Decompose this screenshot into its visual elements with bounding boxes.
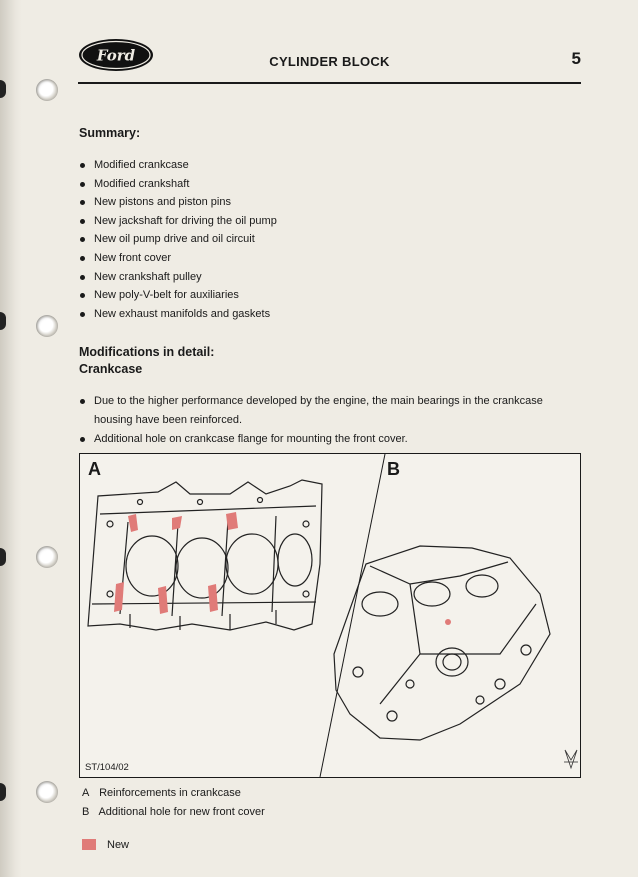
summary-item: New front cover — [79, 249, 277, 268]
caption-b-text: Additional hole for new front cover — [98, 806, 265, 818]
summary-list — [79, 156, 277, 323]
page-edge — [0, 0, 22, 877]
page-number: 5 — [571, 49, 581, 68]
figure-illustration — [80, 454, 580, 777]
caption-a-text: Reinforcements in crankcase — [99, 787, 241, 799]
modifications-list — [79, 392, 569, 449]
modifications-heading: Modifications in detail: — [79, 345, 215, 359]
punch-hole — [36, 315, 58, 337]
logo-text: Ford — [96, 46, 136, 65]
summary-item: Modified crankshaft — [79, 175, 277, 194]
summary-item: New oil pump drive and oil circuit — [79, 230, 277, 249]
page-title: CYLINDER BLOCK — [269, 54, 390, 69]
logo-mark — [564, 750, 578, 768]
summary-item: New crankshaft pulley — [79, 268, 277, 287]
punch-hole — [36, 781, 58, 803]
new-hole-highlight — [445, 619, 451, 625]
punch-hole — [36, 546, 58, 568]
legend-swatch — [82, 839, 96, 850]
summary-item: Modified crankcase — [79, 156, 277, 175]
caption-b-key: B — [82, 806, 90, 818]
summary-item: New exhaust manifolds and gaskets — [79, 305, 277, 324]
figure-label-b: B — [387, 459, 400, 479]
header-rule — [78, 82, 581, 84]
summary-item: New poly-V-belt for auxiliaries — [79, 286, 277, 305]
crankcase-drawing-b — [334, 546, 550, 740]
summary-item: New jackshaft for driving the oil pump — [79, 212, 277, 231]
legend-label: New — [107, 839, 130, 851]
figure-label-a: A — [88, 459, 101, 479]
punch-hole — [36, 79, 58, 101]
caption-a — [82, 787, 241, 799]
modification-item: Due to the higher performance developed by the engine, the main bearings in the crankcase housing have been reinforced. — [79, 392, 569, 430]
caption-a-key: A — [82, 787, 90, 799]
summary-item: New pistons and piston pins — [79, 193, 277, 212]
figure-crankcase — [79, 453, 581, 778]
caption-b — [82, 806, 265, 818]
crankcase-drawing-a — [88, 480, 322, 630]
modification-item: Additional hole on crankcase flange for mounting the front cover. — [79, 430, 569, 449]
summary-heading: Summary: — [79, 126, 141, 140]
figure-reference: ST/104/02 — [85, 762, 129, 773]
page-header — [78, 36, 581, 84]
crankcase-subheading: Crankcase — [79, 362, 143, 376]
